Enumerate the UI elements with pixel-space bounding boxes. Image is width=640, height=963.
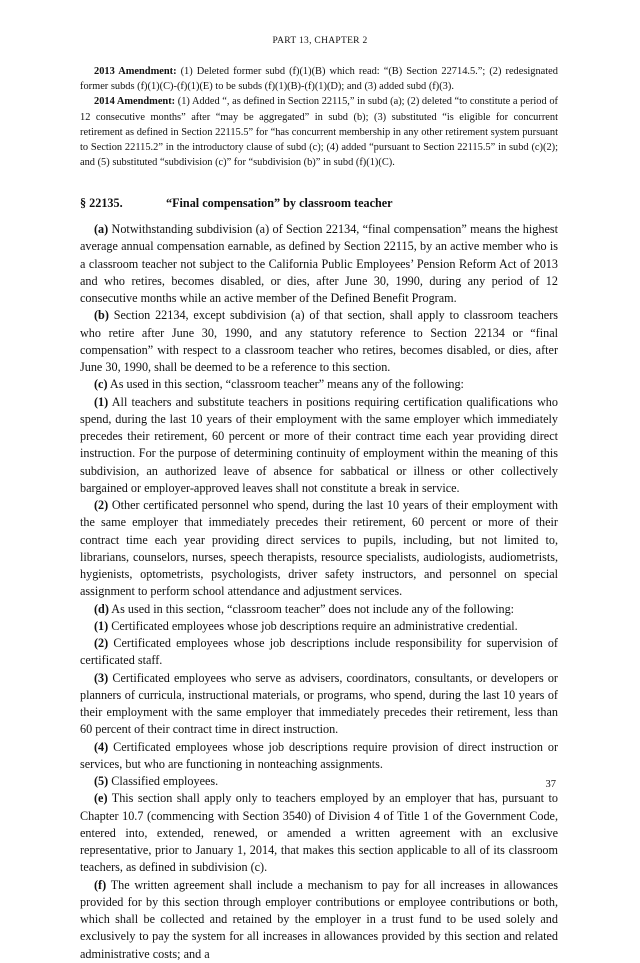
amendment-text: (1) Deleted former subd (f)(1)(B) which read: “(B) Section 22714.5.”; (2) redesignated former subds (f)(1)(C)-(f)(1)(E) to be subds (f)(1)(B)-(f)(1)(D); and (3) added subd (f)(3).	[80, 66, 558, 93]
subdivision-text: Section 22134, except subdivision (a) of that section, shall apply to classroom teachers who retire after June 30, 1990, and any statutory reference to Section 22134 or “final compensation” with respect to a classroom teacher who retires, becomes disabled, or dies, after June 30, 1990, shall be deemed to be a reference to this section.	[80, 308, 558, 374]
subdivision-label: (5)	[94, 774, 109, 788]
subdivision-paragraph	[80, 739, 558, 774]
subdivision-label: (c)	[94, 377, 108, 392]
subdivision-paragraph	[80, 877, 558, 963]
subdivision-paragraph	[80, 221, 558, 307]
subdivision-label: (1)	[94, 394, 109, 409]
subdivision-text: Classified employees.	[108, 774, 219, 788]
amendment-label: 2014 Amendment:	[94, 96, 176, 108]
subdivision-text: The written agreement shall include a mechanism to pay for all increases in allowances provided for by this section through employer contributions or employee contributions or both, which shall be collected and retained by the employer in a trust fund to be used solely and exclusively to pay the system for all increases in allowances provided by this section and related administrative costs; and a	[80, 877, 558, 961]
subdivision-text: Notwithstanding subdivision (a) of Section 22134, “final compensation” means the highest average annual compensation earnable, as defined by Section 22115, by an active member who is a classroom teacher not subject to the California Public Employees’ Pension Reform Act of 2013 and who retires, becomes disabled, or dies, after June 30, 1990, during any period of 12 consecutive months while an active member of the Defined Benefit Program.	[80, 222, 558, 305]
subdivision-text: Certificated employees whose job descriptions require provision of direct instruction or services, but who are functioning in nonteaching assignments.	[80, 739, 558, 771]
section-number: § 22135.	[80, 196, 123, 210]
amendment-note	[80, 64, 558, 94]
amendment-note	[80, 94, 558, 170]
subdivision-paragraph	[80, 618, 558, 635]
subdivision-text: As used in this section, “classroom teacher” means any of the following:	[107, 377, 464, 392]
subdivision-label: (2)	[94, 498, 109, 512]
subdivision-label: (1)	[94, 618, 109, 633]
subdivision-text: Other certificated personnel who spend, during the last 10 years of their employment with the same employer that immediately precedes their retirement, 60 percent or more of their contract time each year providing direct services to pupils, including, but not limited to, librarians, counselors, nurses, speech therapists, resource specialists, audiologists, audiometrists, hygienists, optometrists, psychologists, driver safety instructors, and personnel on special assignment to perform school attendance and adjustment services.	[80, 498, 558, 599]
subdivision-label: (4)	[94, 739, 109, 754]
subdivision-label: (e)	[94, 791, 108, 806]
amendment-label: 2013 Amendment:	[94, 66, 177, 77]
subdivision-text: All teachers and substitute teachers in positions requiring certification qualifications who spend, during the last 10 years of their employment with the same employer which immediately precedes their retirement, 60 percent or more of their contract time each year providing direct instruction. For the purpose of determining continuity of employment within the meaning of this subdivision, an authorized leave of absence for sabbatical or illness or other collectively bargained or employer-approved leaves shall not constitute a break in service.	[80, 394, 558, 495]
page-number: 37	[545, 779, 556, 790]
subdivision-paragraph	[80, 394, 558, 498]
subdivision-text: Certificated employees whose job descriptions require an administrative credential.	[108, 618, 518, 633]
subdivision-text: As used in this section, “classroom teacher” does not include any of the following:	[108, 601, 515, 616]
subdivision-text: Certificated employees whose job descriptions include responsibility for supervision of certificated staff.	[80, 636, 558, 668]
running-header: PART 13, CHAPTER 2	[272, 36, 368, 46]
subdivision-label: (2)	[94, 636, 109, 650]
subdivision-label: (b)	[94, 308, 109, 323]
subdivision-text: Certificated employees who serve as advisers, coordinators, consultants, or developers or planners of curricula, instructional materials, or programs, who spend, during the last 10 years of their employment with the same employer that immediately precedes their retirement, less than 60 percent of their contract time in direct instruction.	[80, 670, 558, 737]
subdivision-paragraph	[80, 307, 558, 376]
subdivision-paragraph	[80, 790, 558, 876]
subdivision-label: (a)	[94, 222, 109, 236]
section-body	[80, 221, 558, 963]
subdivision-paragraph	[80, 670, 558, 739]
subdivision-label: (3)	[94, 670, 109, 685]
amendment-notes	[80, 64, 558, 170]
subdivision-paragraph	[80, 601, 558, 618]
subdivision-paragraph	[80, 773, 558, 790]
subdivision-label: (f)	[94, 877, 107, 892]
subdivision-label: (d)	[94, 601, 109, 616]
section-title: “Final compensation” by classroom teacher	[166, 196, 393, 210]
subdivision-paragraph	[80, 497, 558, 601]
section-heading	[80, 196, 558, 211]
subdivision-text: This section shall apply only to teachers employed by an employer that has, pursuant to Chapter 10.7 (commencing with Section 3540) of Division 4 of Title 1 of the Government Code, entered into, extended, renewed, or amended a written agreement with an exclusive representative, prior to January 1, 2014, that makes this section applicable to all of its classroom teachers, as defined in subdivision (c).	[80, 791, 558, 875]
subdivision-paragraph	[80, 376, 558, 393]
subdivision-paragraph	[80, 635, 558, 670]
amendment-text: (1) Added “, as defined in Section 22115,” in subd (a); (2) deleted “to constitute a period of 12 consecutive months” after “may be aggregated” in subd (b); (3) substituted “is eligible for concurrent retirement as defined in Section 22115.5” for “has concurrent membership in any other retirement system pursuant to Section 22115.2” in the introductory clause of subd (c); (4) added “pursuant to Section 22115.5” in subd (c)(2); and (5) substituted “subdivision (c)” for “subdivision (b)” in subd (f)(1)(C).	[80, 96, 558, 169]
